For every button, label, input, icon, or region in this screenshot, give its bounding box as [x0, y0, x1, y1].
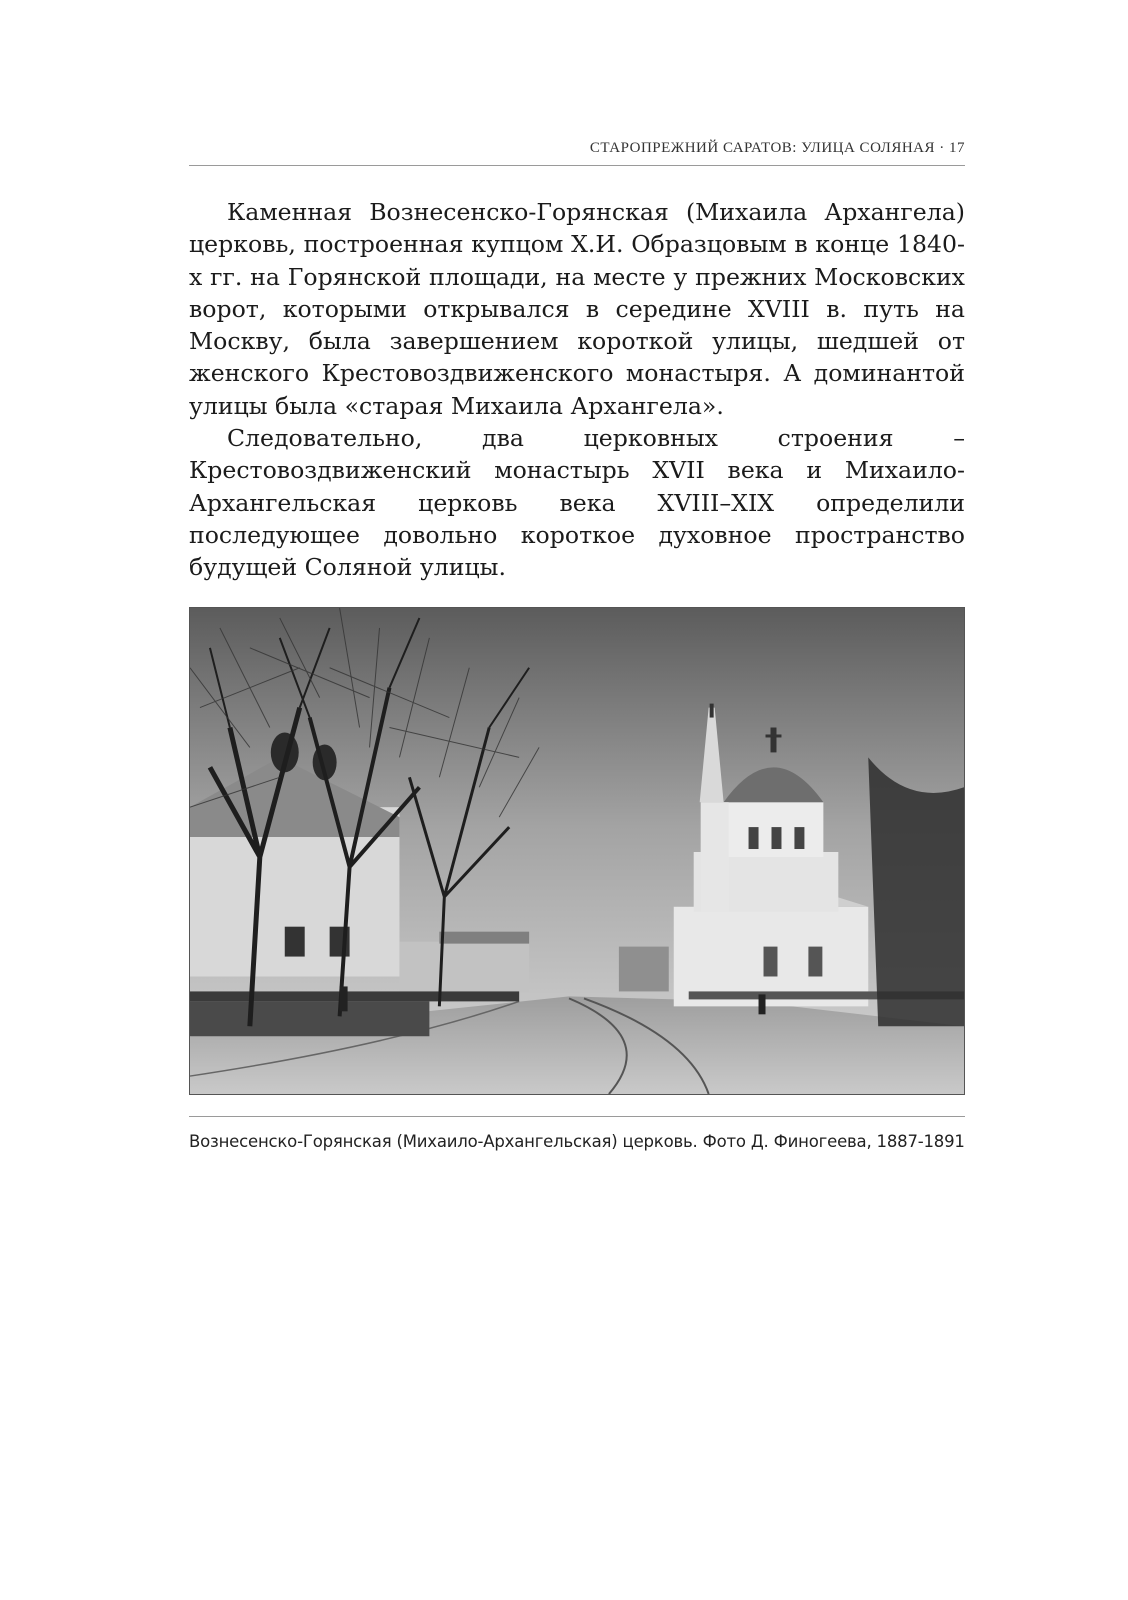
- caption-rule: [189, 1116, 965, 1117]
- figure-caption: Вознесенско-Горянская (Михаило-Архангельская) церковь. Фото Д. Финогеева, 1887-1891: [189, 1132, 965, 1151]
- body-text: [189, 196, 965, 584]
- running-head: СТАРОПРЕЖНИЙ САРАТОВ: УЛИЦА СОЛЯНАЯ · 17: [589, 140, 965, 156]
- header-rule: [189, 165, 965, 166]
- church-photo: [189, 607, 965, 1095]
- paragraph: Следовательно, два церковных строения – Крестовоздвиженский монастырь XVII века и Михаило-Архангельская церковь века XVIII–XIX определили последующее довольно короткое духовное пространство будущей Соляной улицы.: [189, 424, 965, 582]
- paragraph: Каменная Вознесенско-Горянская (Михаила Архангела) церковь, построенная купцом Х.И. Образцовым в конце 1840-х гг. на Горянской площади, на месте у прежних Московских ворот, которыми открывался в середине XVIII в. путь на Москву, была завершением короткой улицы, шедшей от женского Крестовоздвиженского монастыря. А доминантой улицы была «старая Михаила Архангела».: [189, 198, 965, 420]
